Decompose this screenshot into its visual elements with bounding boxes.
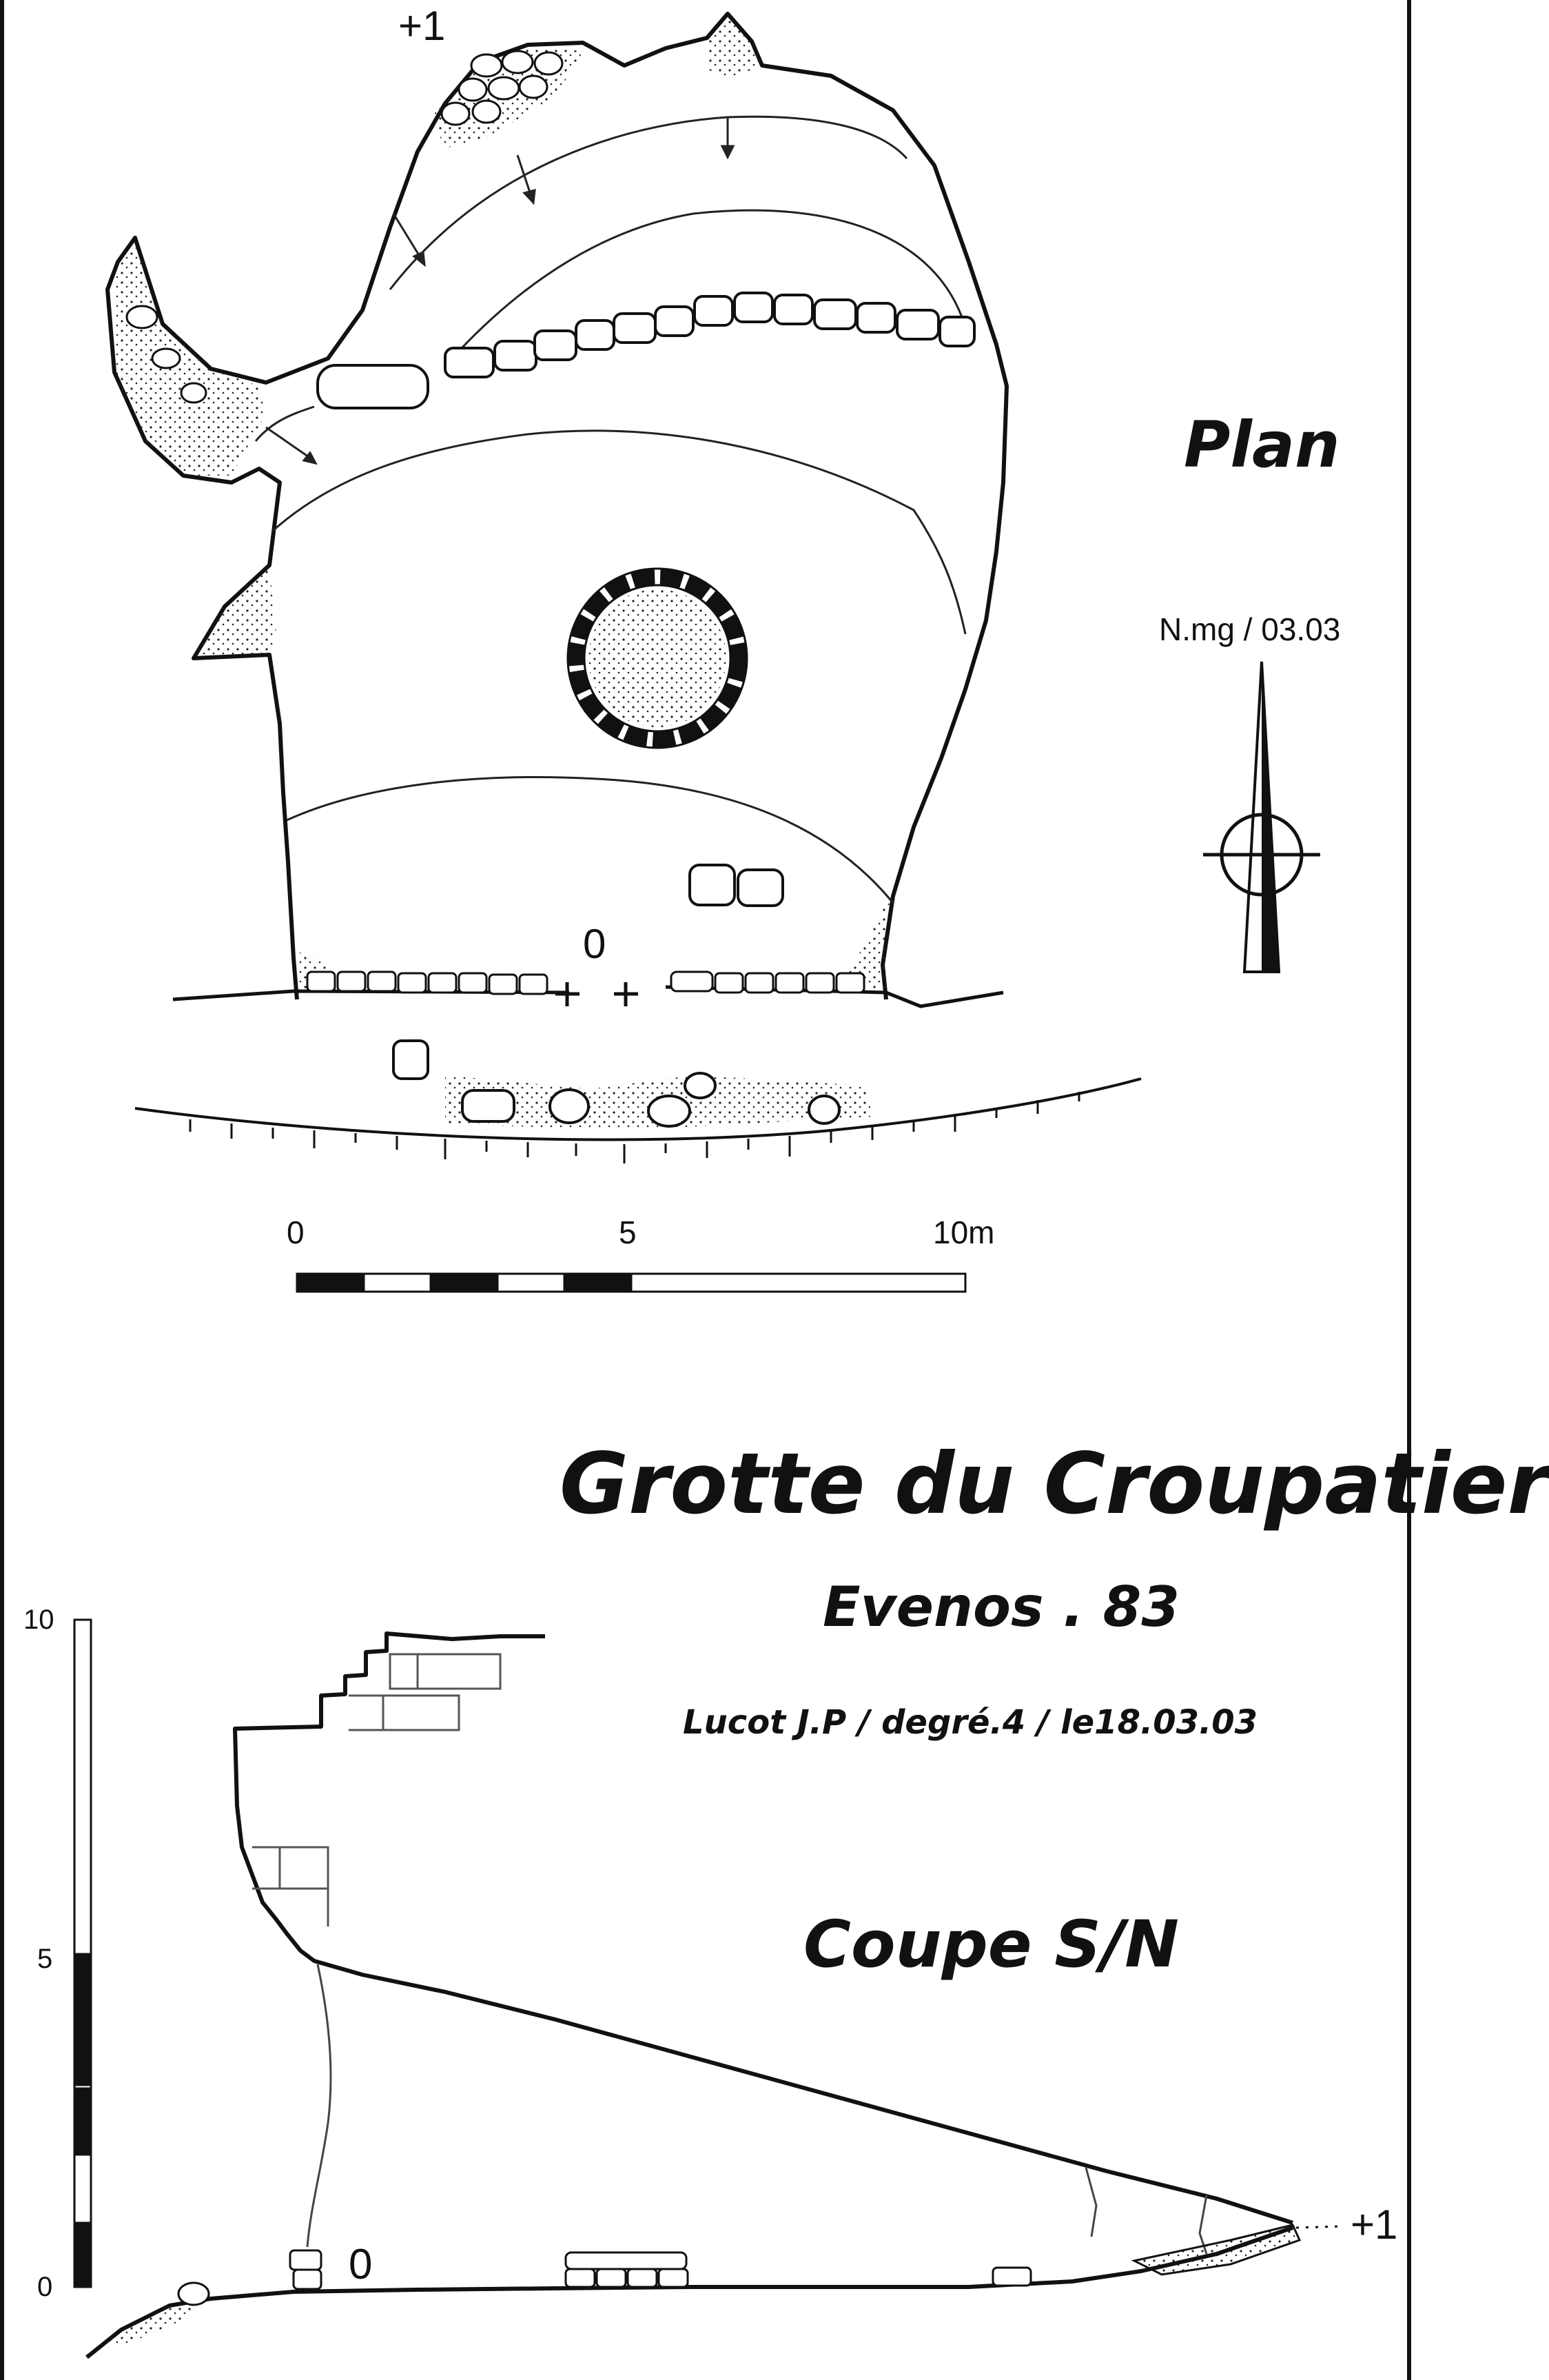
survey-drawing	[4, 0, 1415, 2380]
cave-title: Grotte du Croupatier	[560, 1435, 1549, 1533]
vertical-scale-label-bottom: 0	[37, 2272, 53, 2302]
section-slope-rock	[101, 2302, 204, 2343]
scale-label-mid: 5	[619, 1214, 637, 1250]
plan-entrance-stones	[307, 972, 864, 994]
north-label: N.mg / 03.03	[1159, 611, 1341, 647]
section-dotted-extension	[1296, 2226, 1344, 2228]
plan-station-plus1: +1	[398, 3, 446, 49]
section-floor-outline	[87, 2228, 1293, 2357]
plan-title: Plan	[1184, 408, 1340, 482]
scale-label-start: 0	[287, 1214, 305, 1250]
vertical-scale-label-top: 10	[23, 1605, 54, 1635]
section-title: Coupe S/N	[803, 1907, 1179, 1982]
plan-station-zero: 0	[583, 921, 606, 967]
plan-rock-peak	[707, 14, 762, 79]
plan-block-row	[318, 293, 974, 408]
plan-rock-left	[114, 238, 266, 476]
plan-contour-4	[287, 777, 893, 904]
plan-cave-outline	[107, 14, 1007, 999]
vertical-scale-label-mid: 5	[37, 1944, 53, 1974]
survey-credits: Lucot J.P / degré.4 / le18.03.03	[683, 1703, 1258, 1742]
section-floor-blocks	[178, 2250, 1031, 2305]
section-cliff-blocks	[252, 1654, 500, 1926]
north-arrow	[1203, 662, 1320, 972]
section-station-plus1: +1	[1351, 2201, 1398, 2248]
plan-station-crosses	[555, 982, 638, 1006]
section-vertical-scale	[74, 1620, 91, 2287]
plan-rock-west	[194, 565, 276, 658]
cave-location: Evenos . 83	[823, 1575, 1180, 1639]
plan-circular-feature	[568, 569, 747, 748]
plan-view	[107, 14, 1320, 1292]
section-station-zero: 0	[349, 2241, 373, 2288]
plan-lower-blocks	[690, 865, 783, 906]
plan-slope-arrows	[266, 117, 733, 463]
plan-contour-2	[452, 210, 962, 358]
section-drip-line	[307, 1964, 331, 2247]
scale-label-end: 10m	[933, 1214, 995, 1250]
plan-terrace	[135, 1041, 1141, 1163]
plan-scale-bar	[297, 1274, 965, 1292]
